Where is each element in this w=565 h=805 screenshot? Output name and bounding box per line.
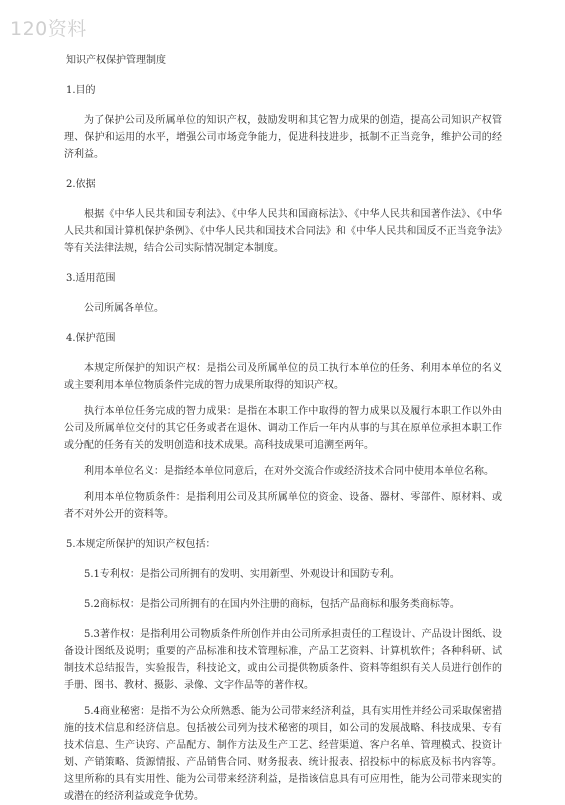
item-trademark: 5.2商标权：是指公司所拥有的在国内外注册的商标，包括产品商标和服务类商标等。 bbox=[84, 599, 460, 610]
paragraph-purpose: 为了保护公司及所属单位的知识产权，鼓励发明和其它智力成果的创造，提高公司知识产权管理、保护和运用的水平，增强公司市场竞争能力，促进科技进步，抵制不正当竞争，维护公司的经济利益。 bbox=[64, 115, 502, 160]
section-heading-scope: 3.适用范围 bbox=[66, 273, 116, 284]
section-heading-protection: 4.保护范围 bbox=[66, 333, 116, 344]
watermark: 120资料 bbox=[10, 18, 87, 40]
paragraph-protection-name: 利用本单位名义：是指经本单位同意后，在对外交流合作或经济技术合同中使用本单位名称。 bbox=[84, 466, 494, 477]
item-copyright: 5.3著作权：是指利用公司物质条件所创作并由公司所承担责任的工程设计、产品设计图纸、设备设计图纸及说明；重要的产品标准和技术管理标准，产品工艺资料、计算机软件；各种科研、试制技术总结报告，实验报告，科技论文，或由公司提供物质条件、资料等组织有关人员进行创作的手册、图书、教材、摄影、录像、文字作品等的著作权。 bbox=[64, 629, 502, 691]
document-body bbox=[64, 52, 502, 805]
item-trade-secret: 5.4商业秘密：是指不为公众所熟悉、能为公司带来经济利益，具有实用性并经公司采取保密措施的技术信息和经济信息。包括被公司列为技术秘密的项目，如公司的发展战略、科技成果、专有技术信息、生产诀窍、产品配方、制作方法及生产工艺、经营渠道、客户名单、管理模式、投资计划、产销策略、货源情报、产品销售合同、财务报表、统计报表、招投标中的标底及标书内容等。这里所称的具有实用性、能为公司带来经济利益，是指该信息具有可应用性，能为公司带来现实的或潜在的经济利益或竞争优势。 bbox=[64, 706, 502, 802]
paragraph-protection-task: 执行本单位任务完成的智力成果：是指在本职工作中取得的智力成果以及履行本职工作以外由公司及所属单位交付的其它任务或者在退休、调动工作后一年内从事的与其在原单位承担本职工作或分配的任务有关的发明创造和技术成果。高科技成果可追溯至两年。 bbox=[64, 406, 502, 451]
item-patent: 5.1专利权：是指公司所拥有的发明、实用新型、外观设计和国防专利。 bbox=[84, 569, 400, 580]
section-heading-basis: 2.依据 bbox=[66, 179, 96, 190]
paragraph-protection-material: 利用本单位物质条件：是指利用公司及其所属单位的资金、设备、器材、零部件、原材料、或者不对外公开的资料等。 bbox=[64, 492, 502, 520]
paragraph-protection-definition: 本规定所保护的知识产权：是指公司及所属单位的员工执行本单位的任务、利用本单位的名义或主要利用本单位物质条件完成的智力成果所取得的知识产权。 bbox=[64, 363, 502, 391]
paragraph-scope: 公司所属各单位。 bbox=[84, 303, 164, 314]
document-title: 知识产权保护管理制度 bbox=[66, 55, 166, 66]
section-heading-purpose: 1.目的 bbox=[66, 85, 96, 96]
section-heading-included: 5.本规定所保护的知识产权包括： bbox=[66, 539, 216, 550]
paragraph-basis: 根据《中华人民共和国专利法》、《中华人民共和国商标法》、《中华人民共和国著作法》、《中华人民共和国计算机保护条例》、《中华人民共和国技术合同法》和《中华人民共和国反不正当竞争法》等有关法律法规，结合公司实际情况制定本制度。 bbox=[64, 209, 502, 254]
